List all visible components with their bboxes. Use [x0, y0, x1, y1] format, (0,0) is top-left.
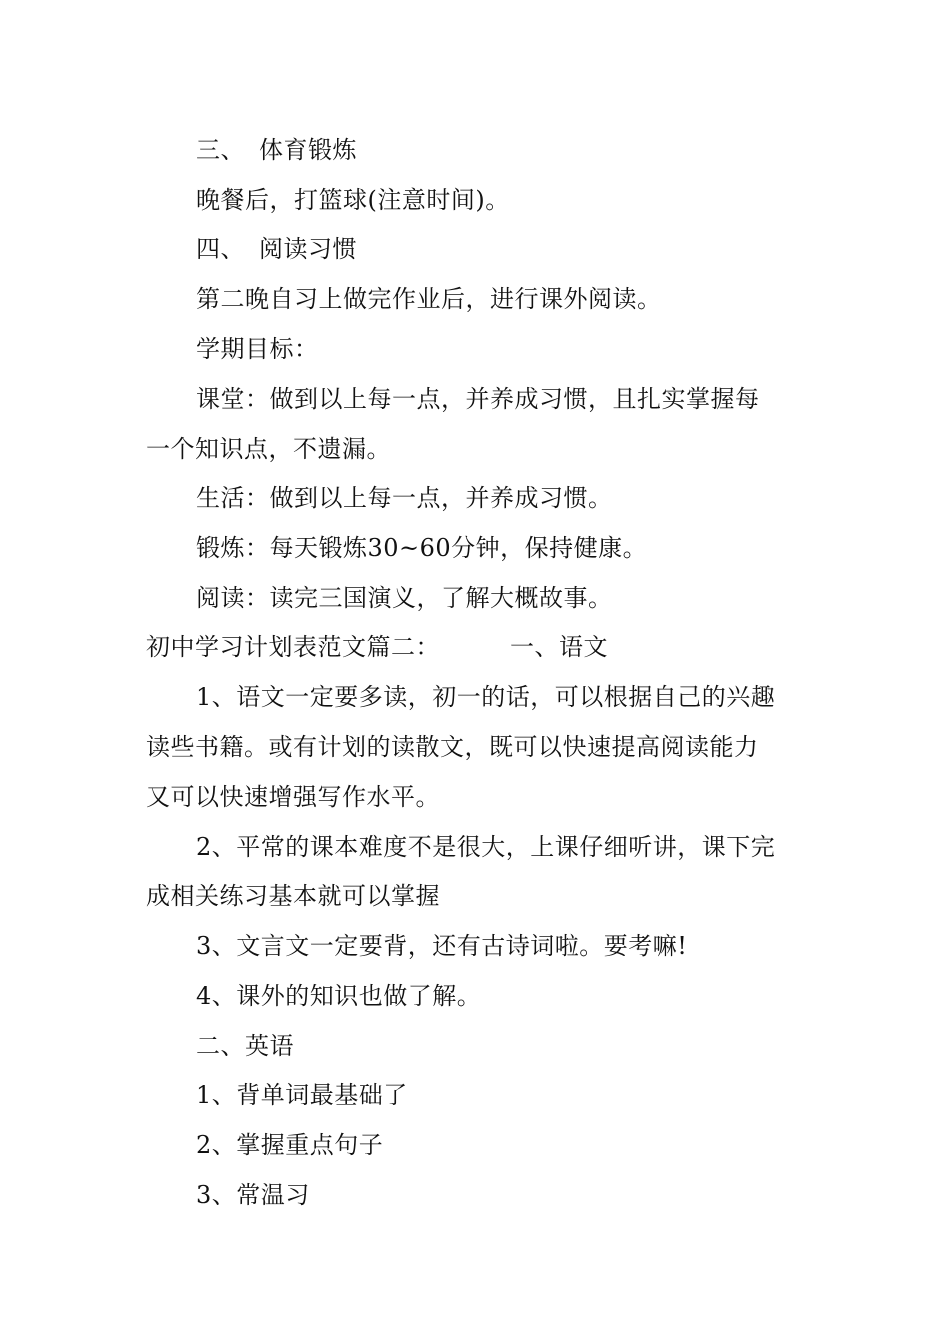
paragraph-line: 锻炼：每天锻炼30~60分钟，保持健康。 — [196, 534, 648, 562]
section-title: 体育锻炼 — [259, 136, 357, 164]
article-title: 初中学习计划表范文篇二： — [146, 633, 440, 661]
section-heading — [196, 234, 357, 264]
paragraph-line: 4、课外的知识也做了解。 — [196, 982, 482, 1010]
article-heading — [146, 632, 608, 662]
section-number: 三、 — [196, 136, 245, 164]
paragraph-line: 一个知识点，不遗漏。 — [146, 435, 391, 463]
list-item: 1、背单词最基础了 — [196, 1081, 408, 1109]
section-title: 阅读习惯 — [259, 235, 357, 263]
section-number: 四、 — [196, 235, 245, 263]
paragraph-line: 生活：做到以上每一点，并养成习惯。 — [196, 484, 613, 512]
paragraph-line: 又可以快速增强写作水平。 — [146, 783, 440, 811]
paragraph-line: 2、平常的课本难度不是很大，上课仔细听讲，课下完 — [196, 833, 776, 861]
paragraph-line: 第二晚自习上做完作业后，进行课外阅读。 — [196, 285, 662, 313]
paragraph-line: 1、语文一定要多读，初一的话，可以根据自己的兴趣 — [196, 683, 776, 711]
paragraph-line: 读些书籍。或有计划的读散文，既可以快速提高阅读能力 — [146, 733, 759, 761]
paragraph-line: 晚餐后，打篮球(注意时间)。 — [196, 186, 510, 214]
paragraph-line: 阅读：读完三国演义，了解大概故事。 — [196, 584, 613, 612]
subject-heading: 二、英语 — [196, 1032, 294, 1060]
section-heading — [196, 135, 357, 165]
list-item: 3、常温习 — [196, 1181, 310, 1209]
list-item: 2、掌握重点句子 — [196, 1131, 384, 1159]
paragraph-line: 学期目标： — [196, 335, 319, 363]
subject-heading: 一、语文 — [510, 633, 608, 661]
paragraph-line: 成相关练习基本就可以掌握 — [146, 882, 440, 910]
paragraph-line: 课堂：做到以上每一点，并养成习惯，且扎实掌握每 — [196, 385, 760, 413]
paragraph-line: 3、文言文一定要背，还有古诗词啦。要考嘛! — [196, 932, 688, 960]
